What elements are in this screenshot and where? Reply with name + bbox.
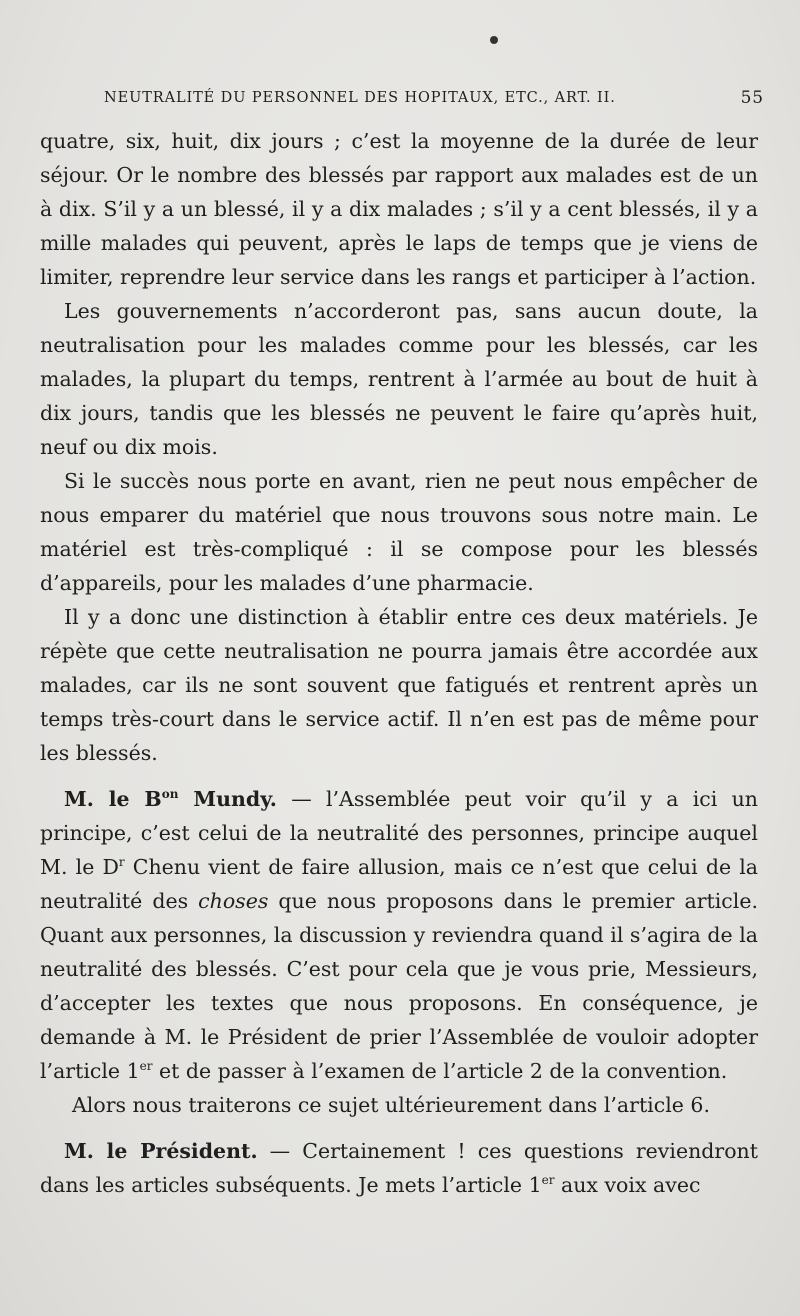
page-number: 55 (740, 88, 764, 108)
running-header (104, 88, 764, 112)
paragraph-mundy: M. le $B^{on}$ Mundy. — l’Assemblée peut voir qu’il y a ici un principe, c’est celui de la neutralité des personnes, principe auquel M. le $D^r$ Chenu vient de faire allusion, mais ce n’est que celui de la neutralité des choses que nous proposons dans le premier article. Quant aux personnes, la discussion y reviendra quand il s’agira de la neutralité des blessés. C’est pour cela que je vous prie, Messieurs, d’accepter les textes que nous proposons. En conséquence, je demande à M. le Président de prier l’Assemblée de vouloir adopter l’article 1er et de passer à l’examen de l’article 2 de la convention. (40, 787, 758, 1083)
paragraph-continued: quatre, six, huit, dix jours ; c’est la moyenne de la durée de leur séjour. Or le nombre des blessés par rapport aux malades est de un à dix. S’il y a un blessé, il y a dix malades ; s’il y a cent blessés, il y a mille malades qui peuvent, après le laps de temps que je viens de limiter, reprendre leur service dans les rangs et participer à l’action. (40, 129, 758, 289)
paragraph-president: M. le Président. — Certainement ! ces questions reviendront dans les articles subséquents. Je mets l’article 1er aux voix avec (40, 1139, 758, 1197)
body-text (40, 124, 758, 1202)
speaker-mundy: M. le $B^{on}$ Mundy. (64, 787, 277, 811)
ink-dot (490, 36, 498, 44)
paragraph-success: Si le succès nous porte en avant, rien ne peut nous empêcher de nous emparer du matériel que nous trouvons sous notre main. Le matériel est très-compliqué : il se compose pour les blessés d’appareils, pour les malades d’une pharmacie. (40, 469, 758, 595)
header-title: NEUTRALITÉ DU PERSONNEL DES HOPITAUX, ETC., ART. II. (104, 90, 616, 106)
emphasis-choses: choses (198, 889, 269, 913)
speaker-president: M. le Président. (64, 1139, 258, 1163)
paragraph-governments: Les gouvernements n’accorderont pas, sans aucun doute, la neutralisation pour les malades comme pour les blessés, car les malades, la plupart du temps, rentrent à l’armée au bout de huit à dix jours, tandis que les blessés ne peuvent le faire qu’après huit, neuf ou dix mois. (40, 299, 758, 459)
paragraph-distinction: Il y a donc une distinction à établir entre ces deux matériels. Je répète que cette neutralisation ne pourra jamais être accordée aux malades, car ils ne sont souvent que fatigués et rentrent après un temps très-court dans le service actif. Il n’en est pas de même pour les blessés. (40, 605, 758, 765)
paragraph-alors: Alors nous traiterons ce sujet ultérieurement dans l’article 6. (72, 1093, 710, 1117)
